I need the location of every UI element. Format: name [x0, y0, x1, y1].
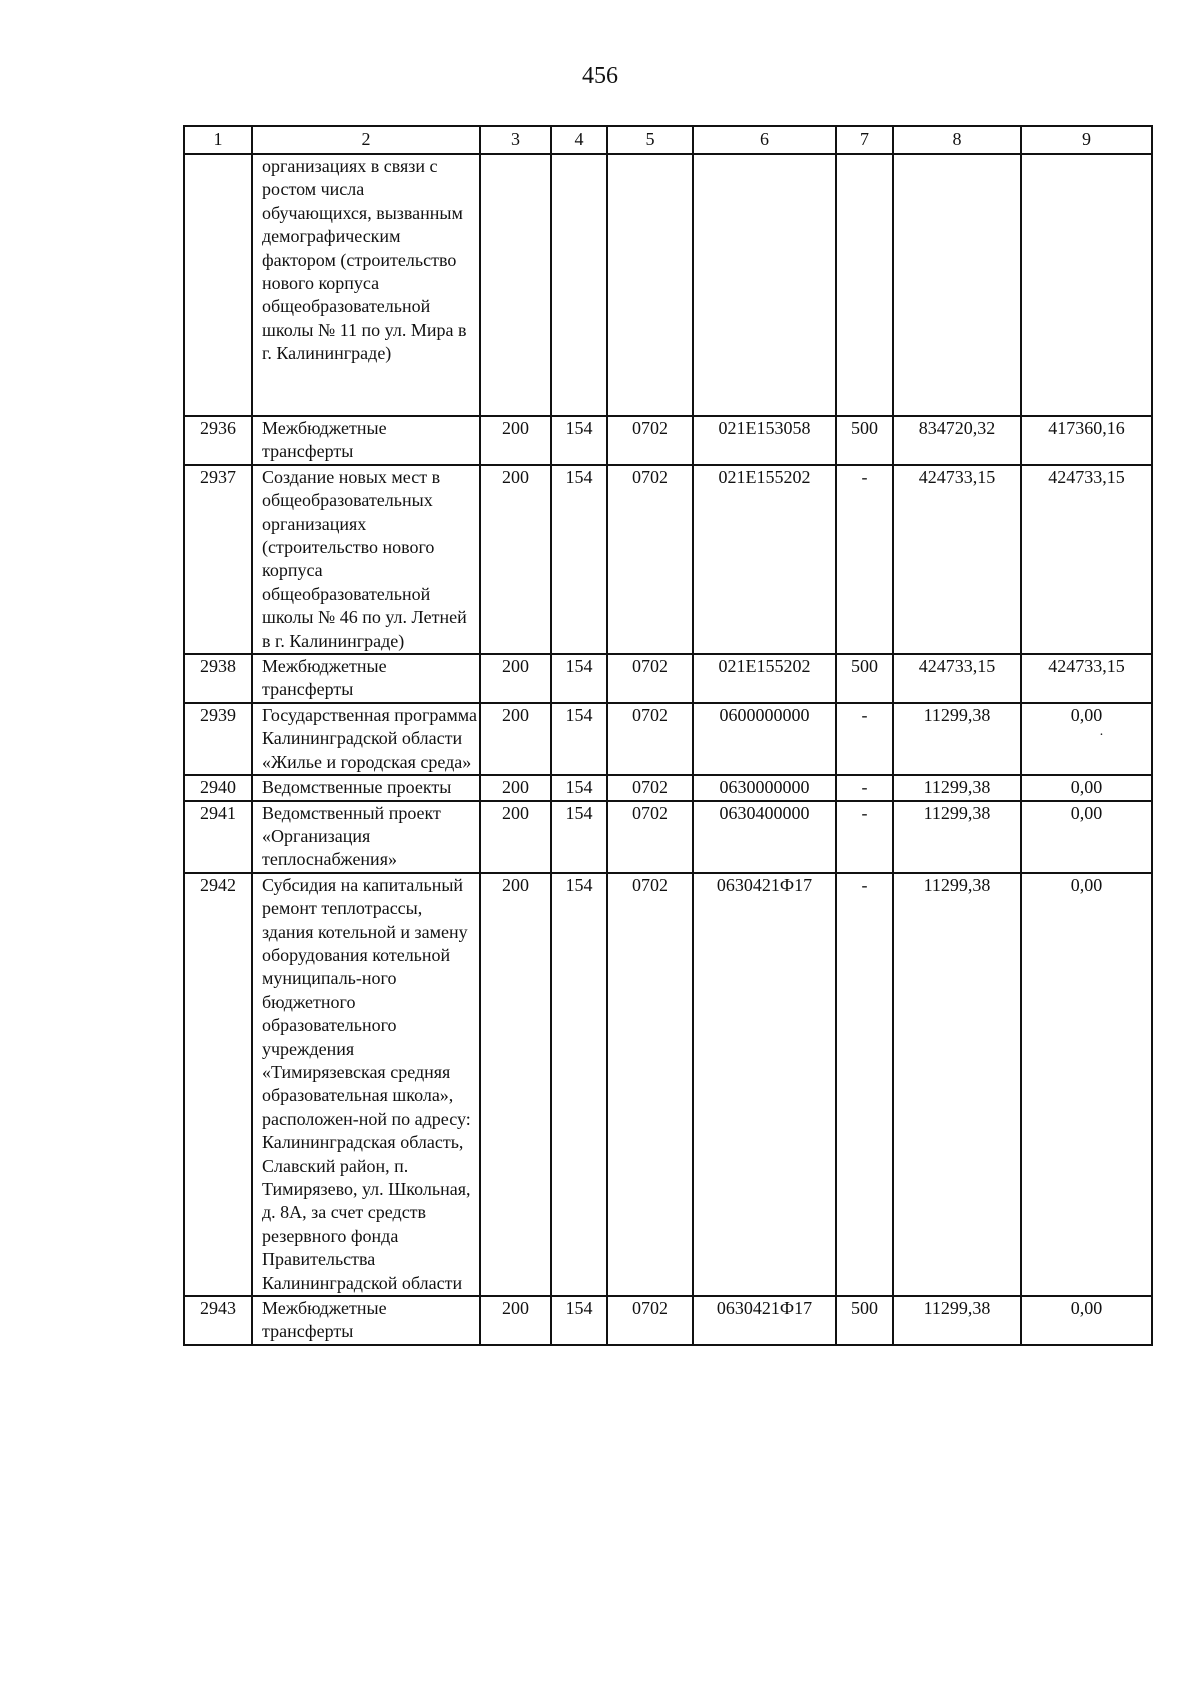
- code-3-cell: 200: [480, 465, 551, 654]
- description-cell: Межбюджетные трансферты: [252, 1296, 480, 1345]
- code-7-cell: 500: [836, 1296, 893, 1345]
- amount-9-cell: [1021, 703, 1152, 775]
- code-6-cell: 021E155202: [693, 654, 836, 703]
- row-number-cell: [184, 154, 252, 416]
- row-number-cell: 2936: [184, 416, 252, 465]
- code-5-cell: 0702: [607, 1296, 693, 1345]
- table-row: [184, 465, 1152, 654]
- amount-9-cell: 417360,16: [1021, 416, 1152, 465]
- table-body: [184, 154, 1152, 1345]
- row-number-cell: 2943: [184, 1296, 252, 1345]
- code-3-cell: 200: [480, 703, 551, 775]
- table-row: [184, 154, 1152, 416]
- code-7-cell: [836, 154, 893, 416]
- amount-9-cell: 424733,15: [1021, 654, 1152, 703]
- code-4-cell: 154: [551, 703, 607, 775]
- table-row: [184, 775, 1152, 800]
- code-3-cell: 200: [480, 654, 551, 703]
- budget-table: [183, 125, 1153, 1346]
- code-4-cell: 154: [551, 775, 607, 800]
- code-3-cell: 200: [480, 873, 551, 1296]
- amount-9-cell: 0,00: [1021, 873, 1152, 1296]
- column-header-6: 6: [693, 126, 836, 154]
- page-number: 456: [582, 63, 618, 89]
- row-number-cell: 2939: [184, 703, 252, 775]
- table-row: [184, 416, 1152, 465]
- description-cell: организациях в связи с ростом числа обучающихся, вызванным демографическим фактором (строительство нового корпуса общеобразовательной школы № 11 по ул. Мира в г. Калининграде): [252, 154, 480, 416]
- code-7-cell: -: [836, 873, 893, 1296]
- code-6-cell: 0600000000: [693, 703, 836, 775]
- table-row: [184, 1296, 1152, 1345]
- header-row: [184, 126, 1152, 154]
- column-header-3: 3: [480, 126, 551, 154]
- code-7-cell: -: [836, 775, 893, 800]
- table-row: [184, 801, 1152, 873]
- code-6-cell: 0630000000: [693, 775, 836, 800]
- amount-9-value: 0,00: [1070, 704, 1103, 725]
- amount-8-cell: 424733,15: [893, 654, 1021, 703]
- code-6-cell: 021E155202: [693, 465, 836, 654]
- amount-8-cell: 424733,15: [893, 465, 1021, 654]
- amount-9-cell: 0,00: [1021, 1296, 1152, 1345]
- description-cell: Межбюджетные трансферты: [252, 416, 480, 465]
- description-cell: Ведомственные проекты: [252, 775, 480, 800]
- code-7-cell: -: [836, 465, 893, 654]
- code-6-cell: [693, 154, 836, 416]
- amount-8-cell: [893, 154, 1021, 416]
- description-cell: Субсидия на капитальный ремонт теплотрассы, здания котельной и замену оборудования котельной муниципаль-ного бюджетного образовательного учреждения «Тимирязевская средняя образовательная школа», расположен-ной по адресу: Калининградская область, Славский район, п. Тимирязево, ул. Школьная, д. 8А, за счет средств резервного фонда Правительства Калининградской области: [252, 873, 480, 1296]
- code-4-cell: 154: [551, 416, 607, 465]
- code-7-cell: -: [836, 703, 893, 775]
- column-header-8: 8: [893, 126, 1021, 154]
- code-4-cell: [551, 154, 607, 416]
- code-3-cell: 200: [480, 416, 551, 465]
- description-cell: Государственная программа Калининградской области «Жилье и городская среда»: [252, 703, 480, 775]
- column-header-5: 5: [607, 126, 693, 154]
- row-number-cell: 2941: [184, 801, 252, 873]
- amount-9-cell: 424733,15: [1021, 465, 1152, 654]
- code-5-cell: 0702: [607, 703, 693, 775]
- column-header-1: 1: [184, 126, 252, 154]
- code-5-cell: 0702: [607, 775, 693, 800]
- amount-8-cell: 11299,38: [893, 801, 1021, 873]
- code-4-cell: 154: [551, 654, 607, 703]
- amount-9-cell: 0,00: [1021, 775, 1152, 800]
- table-header: [184, 126, 1152, 154]
- column-header-7: 7: [836, 126, 893, 154]
- row-number-cell: 2938: [184, 654, 252, 703]
- code-5-cell: [607, 154, 693, 416]
- code-3-cell: 200: [480, 775, 551, 800]
- code-3-cell: 200: [480, 1296, 551, 1345]
- description-cell: Межбюджетные трансферты: [252, 654, 480, 703]
- code-6-cell: 0630421Ф17: [693, 1296, 836, 1345]
- description-cell: Создание новых мест в общеобразовательных организациях (строительство нового корпуса общеобразовательной школы № 46 по ул. Летней в г. Калининграде): [252, 465, 480, 654]
- row-number-cell: 2942: [184, 873, 252, 1296]
- table-row: [184, 703, 1152, 775]
- code-6-cell: 0630400000: [693, 801, 836, 873]
- row-number-cell: 2940: [184, 775, 252, 800]
- code-7-cell: -: [836, 801, 893, 873]
- column-header-2: 2: [252, 126, 480, 154]
- amount-8-cell: 834720,32: [893, 416, 1021, 465]
- code-5-cell: 0702: [607, 465, 693, 654]
- row-number-cell: 2937: [184, 465, 252, 654]
- table-row: [184, 654, 1152, 703]
- code-4-cell: 154: [551, 873, 607, 1296]
- code-7-cell: 500: [836, 416, 893, 465]
- amount-8-cell: 11299,38: [893, 873, 1021, 1296]
- amount-8-cell: 11299,38: [893, 703, 1021, 775]
- amount-8-cell: 11299,38: [893, 775, 1021, 800]
- amount-9-cell: 0,00: [1021, 801, 1152, 873]
- stray-dot-mark: ·: [1099, 728, 1104, 744]
- code-5-cell: 0702: [607, 654, 693, 703]
- code-4-cell: 154: [551, 801, 607, 873]
- code-3-cell: [480, 154, 551, 416]
- code-3-cell: 200: [480, 801, 551, 873]
- code-6-cell: 021E153058: [693, 416, 836, 465]
- column-header-4: 4: [551, 126, 607, 154]
- amount-8-cell: 11299,38: [893, 1296, 1021, 1345]
- description-cell: Ведомственный проект «Организация теплоснабжения»: [252, 801, 480, 873]
- code-7-cell: 500: [836, 654, 893, 703]
- code-5-cell: 0702: [607, 416, 693, 465]
- code-5-cell: 0702: [607, 873, 693, 1296]
- code-6-cell: 0630421Ф17: [693, 873, 836, 1296]
- code-4-cell: 154: [551, 465, 607, 654]
- code-5-cell: 0702: [607, 801, 693, 873]
- amount-9-cell: [1021, 154, 1152, 416]
- code-4-cell: 154: [551, 1296, 607, 1345]
- column-header-9: 9: [1021, 126, 1152, 154]
- table-row: [184, 873, 1152, 1296]
